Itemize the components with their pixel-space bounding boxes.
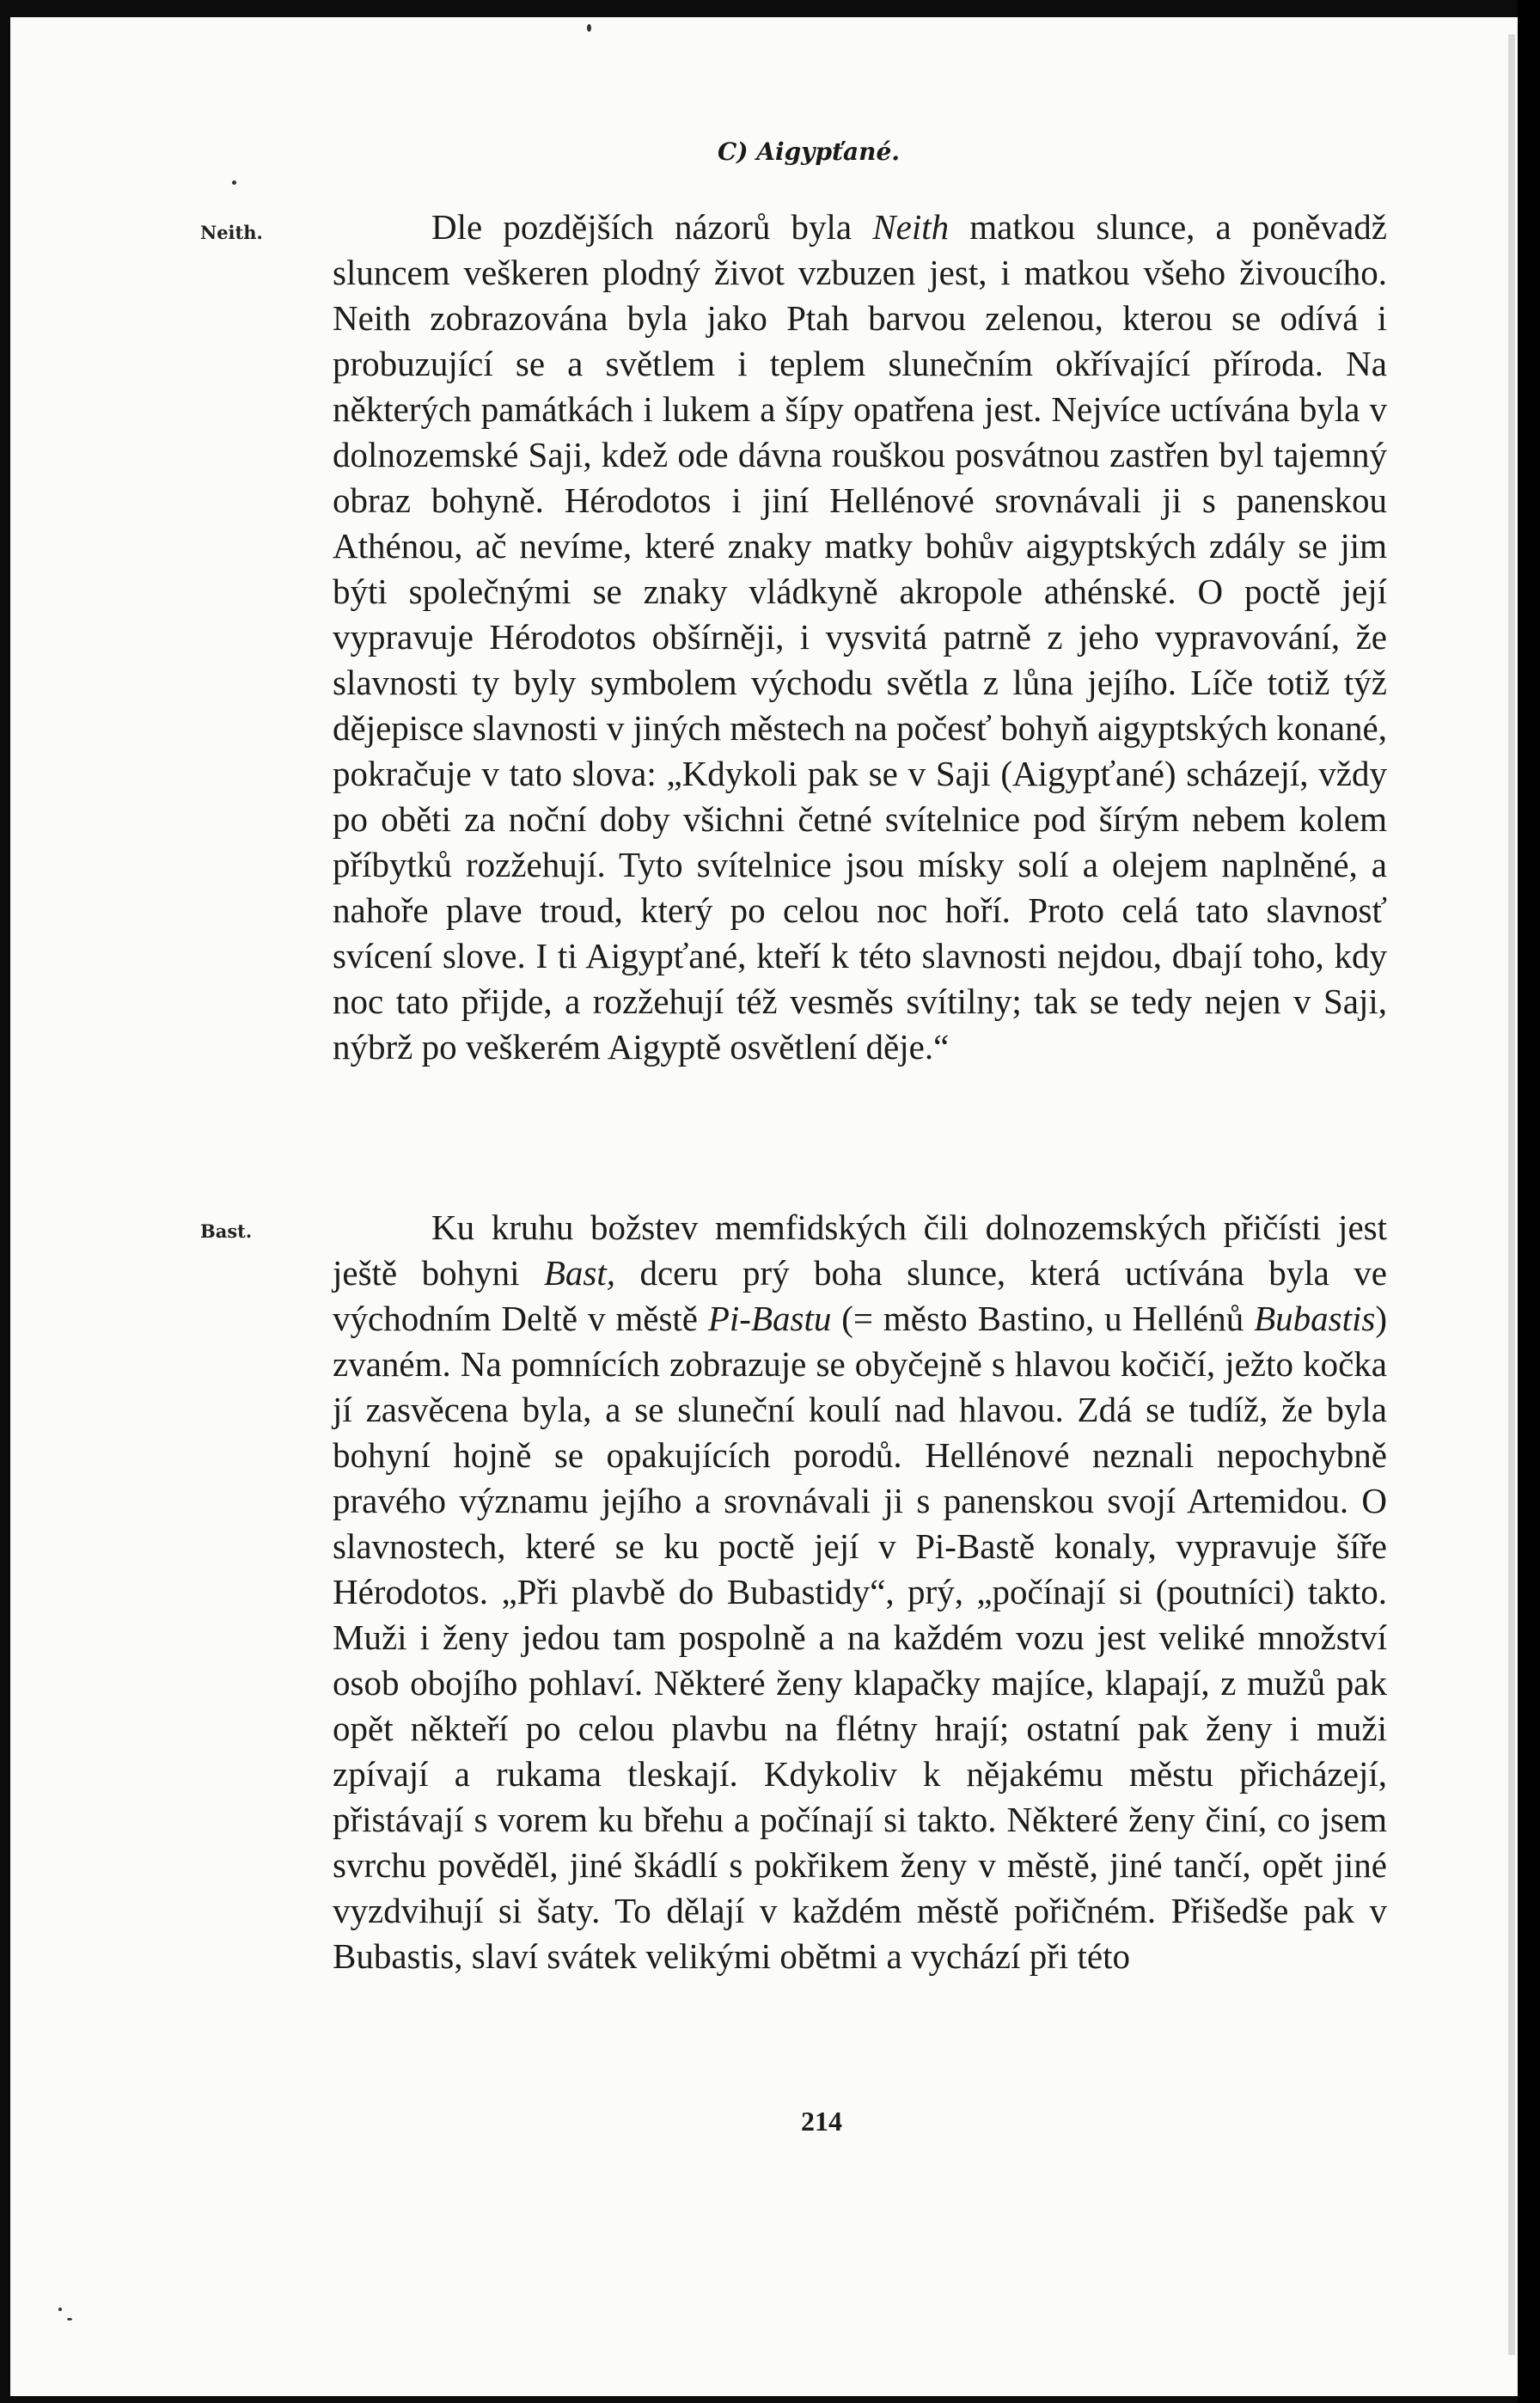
page-edge-shadow	[1508, 34, 1515, 2355]
paragraph-neith	[333, 205, 1387, 1070]
paragraph-text: dceru prý boha slunce, která uctívána byla ve východním Deltě v městě	[333, 1253, 1387, 1338]
paragraph-text: Ku kruhu božstev memfidských čili dolnozemských přičísti jest ještě bohyni	[333, 1208, 1387, 1293]
place-name-bubastis: Bubastis	[1254, 1299, 1376, 1338]
running-head: C) Aigypťané.	[717, 138, 901, 166]
print-speck	[587, 24, 591, 32]
deity-name-neith: Neith	[872, 207, 950, 247]
book-spine	[1518, 0, 1540, 2403]
place-name-pi-bastu: Pi-Bastu	[707, 1299, 832, 1338]
print-speck	[58, 2308, 62, 2311]
paragraph-bast	[333, 1205, 1387, 1979]
deity-name-bast: Bast,	[543, 1253, 616, 1293]
margin-note-bast: Bast.	[200, 1220, 253, 1242]
margin-note-neith: Neith.	[200, 222, 263, 243]
paragraph-text: (= město Bastino, u Hellénů	[831, 1299, 1255, 1338]
paragraph-text: ) zvaném. Na pomnících zobrazuje se obyčejně s hlavou kočičí, ježto kočka jí zasvěcena byla, a se sluneční koulí nad hlavou. Zdá se tudíž, že byla bohyní hojně se opakujících porodů. Hellénové neznali nepochybně pravého významu jejího a srovnávali ji s panenskou svojí Artemidou. O slavnostech, které se ku poctě její v Pi-Bastě konaly, vypravuje šíře Hérodotos. „Při plavbě do Bubastidy“, prý, „počínají si (poutníci) takto. Muži i ženy jedou tam pospolně a na každém vozu jest veliké množství osob obojího pohlaví. Některé ženy klapačky majíce, klapají, z mužů pak opět někteří po celou plavbu na flétny hrají; ostatní pak ženy i muži zpívají a rukama tleskají. Kdykoliv k nějakému městu přicházejí, přistávají s vorem ku břehu a počínají si takto. Některé ženy činí, co jsem svrchu pověděl, jiné škádlí s pokřikem ženy v městě, jiné tančí, opět jiné vyzdvihují si šaty. To dělají v každém městě pořičném. Přišedše pak v Bubastis, slaví svátek velikými obětmi a vychází při této	[333, 1299, 1387, 1976]
print-speck	[232, 180, 236, 185]
paragraph-text: Dle pozdějších názorů byla	[431, 207, 873, 247]
page-number: 214	[801, 2106, 842, 2137]
print-speck	[67, 2318, 72, 2320]
paragraph-text: matkou slunce, a poněvadž sluncem veškeren plodný život vzbuzen jest, i matkou všeho živoucího. Neith zobrazována byla jako Ptah barvou zelenou, kterou se odívá i probuzující se a světlem i teplem slunečním okřívající příroda. Na některých památkách i lukem a šípy opatřena jest. Nejvíce uctívána byla v dolnozemské Saji, kdež ode dávna rouškou posvátnou zastřen byl tajemný obraz bohyně. Hérodotos i jiní Hellénové srovnávali ji s panenskou Athénou, ač nevíme, které znaky matky bohův aigyptských zdály se jim býti společnými se znaky vládkyně akropole athénské. O poctě její vypravuje Hérodotos obšírněji, i vysvitá patrně z jeho vypravování, že slavnosti ty byly symbolem východu světla z lůna jejího. Líče totiž týž dějepisce slavnosti v jiných městech na počesť bohyň aigyptských konané, pokračuje v tato slova: „Kdykoli pak se v Saji (Aigypťané) scházejí, vždy po oběti za noční doby všichni četné svítelnice pod šírým nebem kolem příbytků rozžehují. Tyto svítelnice jsou mísky solí a olejem naplněné, a nahoře plave troud, který po celou noc hoří. Proto celá tato slavnosť svícení slove. I ti Aigypťané, kteří k této slavnosti nejdou, dbají toho, kdy noc tato přijde, a rozžehují též vesměs svítilny; tak se tedy nejen v Saji, nýbrž po veškerém Aigyptě osvětlení děje.“	[333, 207, 1388, 1067]
